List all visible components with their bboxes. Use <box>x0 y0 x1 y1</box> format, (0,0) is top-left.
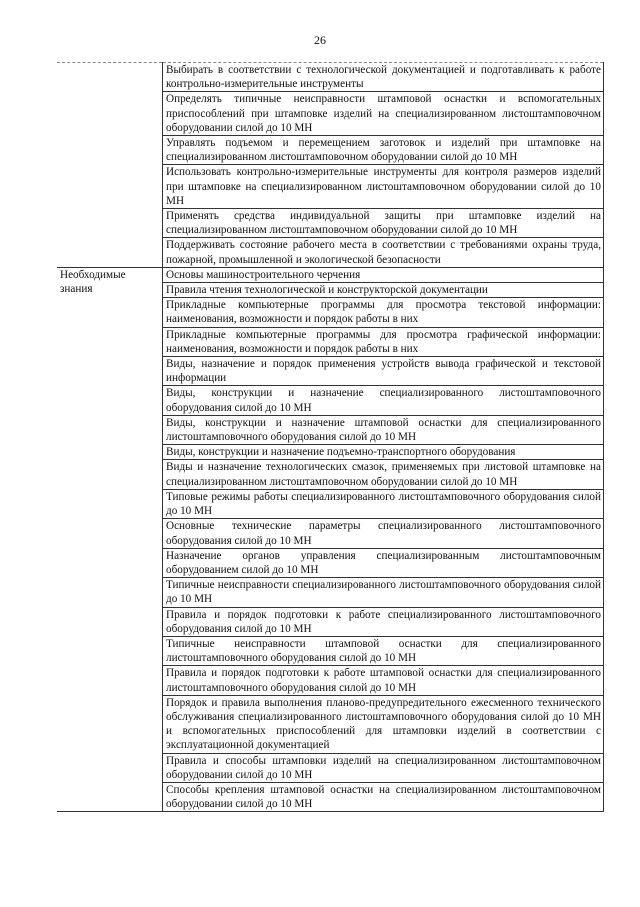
requirement-cell: Выбирать в соответствии с технологической документацией и подготавливать к работе контрольно-измерительные инструменты <box>163 63 604 92</box>
table-row <box>57 267 604 282</box>
requirement-cell: Правила и порядок подготовки к работе специализированного листоштамповочного оборудования силой до 10 МН <box>163 607 604 636</box>
requirement-cell: Способы крепления штамповой оснастки на специализированном листоштамповочном оборудовании силой до 10 МН <box>163 782 604 811</box>
section-label-cell: Необходимые знания <box>57 267 163 812</box>
requirement-cell: Поддерживать состояние рабочего места в соответствии с требованиями охраны труда, пожарной, промышленной и экологической безопасности <box>163 238 604 267</box>
requirement-cell: Прикладные компьютерные программы для просмотра текстовой информации: наименования, возможности и порядок работы в них <box>163 298 604 327</box>
requirement-cell: Виды, конструкции и назначение штамповой оснастки для специализированного листоштамповочного оборудования силой до 10 МН <box>163 415 604 444</box>
requirement-cell: Типичные неисправности специализированного листоштамповочного оборудования силой до 10 МН <box>163 578 604 607</box>
requirement-cell: Правила и способы штамповки изделий на специализированном листоштамповочном оборудовании силой до 10 МН <box>163 753 604 782</box>
requirement-cell: Применять средства индивидуальной защиты при штамповке изделий на специализированном листоштамповочном оборудовании силой до 10 МН <box>163 209 604 238</box>
page-number: 26 <box>314 33 326 47</box>
requirement-cell: Виды, конструкции и назначение подъемно-транспортного оборудования <box>163 445 604 460</box>
requirement-cell: Определять типичные неисправности штамповой оснастки и вспомогательных приспособлений при штамповке изделий на специализированном листоштамповочном оборудовании силой до 10 МН <box>163 92 604 136</box>
requirement-cell: Виды, конструкции и назначение специализированного листоштамповочного оборудования силой до 10 МН <box>163 386 604 415</box>
requirement-cell: Правила и порядок подготовки к работе штамповой оснастки для специализированного листоштамповочного оборудования силой до 10 МН <box>163 666 604 695</box>
requirement-cell: Основные технические параметры специализированного листоштамповочного оборудования силой до 10 МН <box>163 519 604 548</box>
requirement-cell: Правила чтения технологической и конструкторской документации <box>163 283 604 298</box>
requirement-cell: Порядок и правила выполнения планово-предупредительного ежесменного технического обслуживания специализированного листоштамповочного оборудования силой до 10 МН и вспомогательных приспособлений для штамповки изделий в соответствии с эксплуатационной документацией <box>163 695 604 753</box>
requirements-table <box>57 62 604 812</box>
requirement-cell: Прикладные компьютерные программы для просмотра графической информации: наименования, возможности и порядок работы в них <box>163 327 604 356</box>
requirement-cell: Назначение органов управления специализированным листоштамповочным оборудованием силой до 10 МН <box>163 548 604 577</box>
requirement-cell: Использовать контрольно-измерительные инструменты для контроля размеров изделий при штамповке на специализированном листоштамповочном оборудовании силой до 10 МН <box>163 165 604 209</box>
requirements-table-body <box>57 63 604 812</box>
requirement-cell: Типовые режимы работы специализированного листоштамповочного оборудования силой до 10 МН <box>163 489 604 518</box>
requirement-cell: Управлять подъемом и перемещением заготовок и изделий при штамповке на специализированном листоштамповочном оборудовании силой до 10 МН <box>163 136 604 165</box>
section-label-cell <box>57 63 163 268</box>
requirement-cell: Типичные неисправности штамповой оснастки для специализированного листоштамповочного оборудования силой до 10 МН <box>163 636 604 665</box>
requirement-cell: Виды и назначение технологических смазок, применяемых при листовой штамповке на специализированном листоштамповочном оборудовании силой до 10 МН <box>163 460 604 489</box>
requirement-cell: Основы машиностроительного черчения <box>163 267 604 282</box>
requirement-cell: Виды, назначение и порядок применения устройств вывода графической и текстовой информации <box>163 357 604 386</box>
table-row <box>57 63 604 92</box>
